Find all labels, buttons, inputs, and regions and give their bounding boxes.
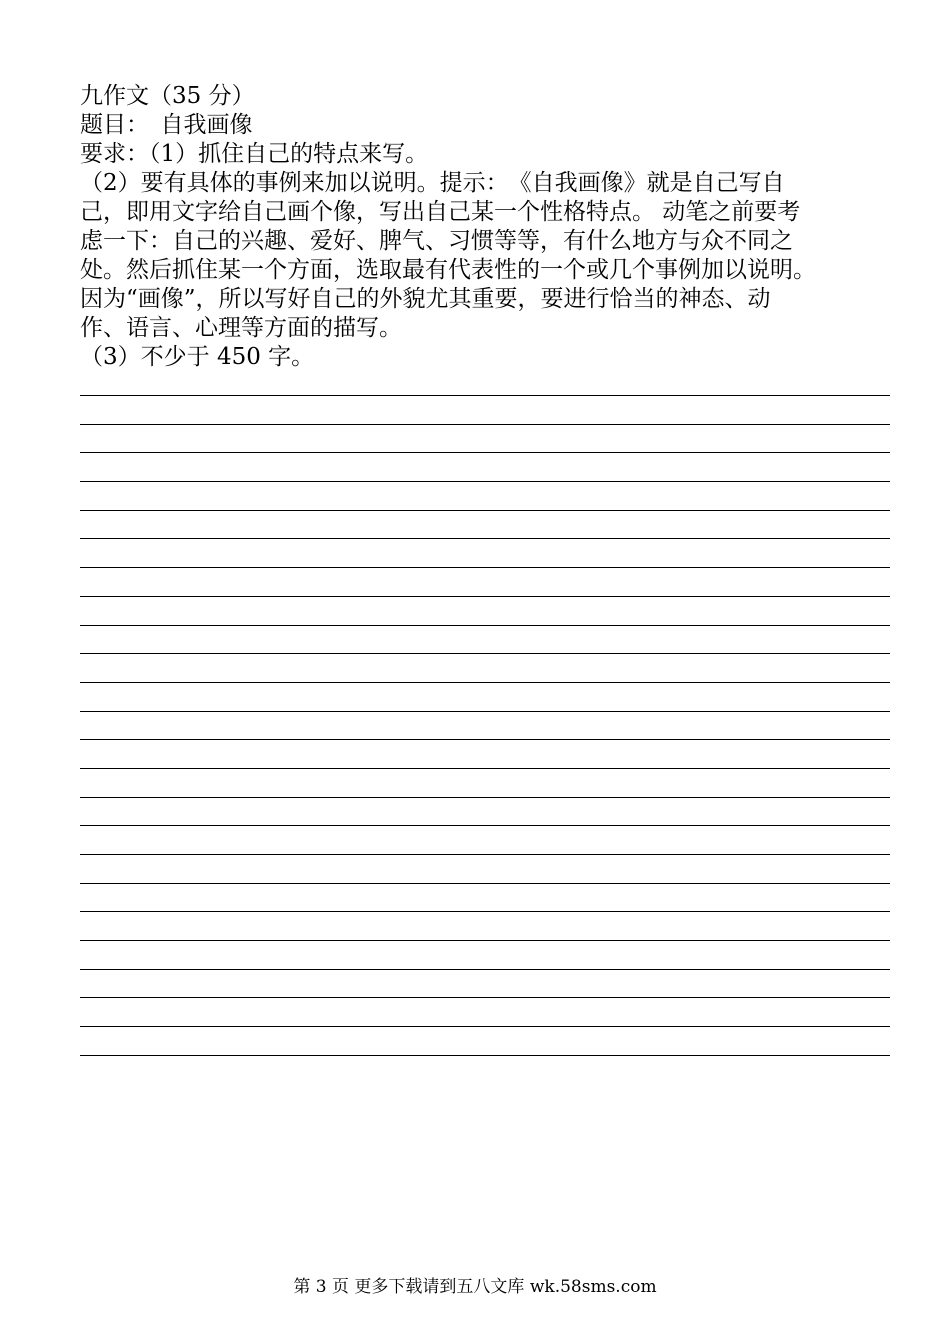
writing-line: [80, 997, 890, 1026]
requirement-line: （2）要有具体的事例来加以说明。提示： 《自我画像》就是自己写自: [80, 170, 785, 196]
writing-line: [80, 940, 890, 969]
requirement-line: 己，即用文字给自己画个像，写出自己某一个性格特点。 动笔之前要考: [80, 199, 801, 225]
writing-line: [80, 424, 890, 453]
writing-line: [80, 969, 890, 998]
page-footer: 第 3 页 更多下载请到五八文库 wk.58sms.com: [293, 1277, 657, 1297]
requirement-line: （3）不少于 450 字。: [80, 344, 315, 370]
writing-line: [80, 510, 890, 539]
section-score: （35 分）: [149, 83, 255, 109]
section-heading: [80, 82, 900, 111]
essay-title: 题目： 自我画像: [80, 112, 253, 138]
writing-line: [80, 395, 890, 424]
writing-line: [80, 883, 890, 912]
writing-line: [80, 653, 890, 682]
writing-line: [80, 711, 890, 740]
writing-line: [80, 825, 890, 854]
requirement-line: 作、语言、心理等方面的描写。: [80, 315, 402, 341]
requirement-line: 虑一下：自己的兴趣、爱好、脾气、习惯等等，有什么地方与众不同之: [80, 228, 793, 254]
writing-line: [80, 1026, 890, 1055]
document-body: [80, 82, 900, 372]
writing-line: [80, 797, 890, 826]
writing-line: [80, 1055, 890, 1084]
section-heading-text: 九作文: [80, 83, 149, 109]
requirement-line: 要求：（1）抓住自己的特点来写。: [80, 141, 429, 167]
requirement-line: 因为“画像”，所以写好自己的外貌尤其重要，要进行恰当的神态、动: [80, 286, 771, 312]
writing-area[interactable]: [80, 395, 890, 1084]
writing-line: [80, 682, 890, 711]
requirement-line: 处。然后抓住某一个方面，选取最有代表性的一个或几个事例加以说明。: [80, 257, 816, 283]
writing-line: [80, 481, 890, 510]
writing-line: [80, 768, 890, 797]
writing-line: [80, 911, 890, 940]
writing-line: [80, 854, 890, 883]
writing-line: [80, 567, 890, 596]
writing-line: [80, 596, 890, 625]
writing-line: [80, 625, 890, 654]
writing-line: [80, 739, 890, 768]
writing-line: [80, 452, 890, 481]
writing-line: [80, 538, 890, 567]
